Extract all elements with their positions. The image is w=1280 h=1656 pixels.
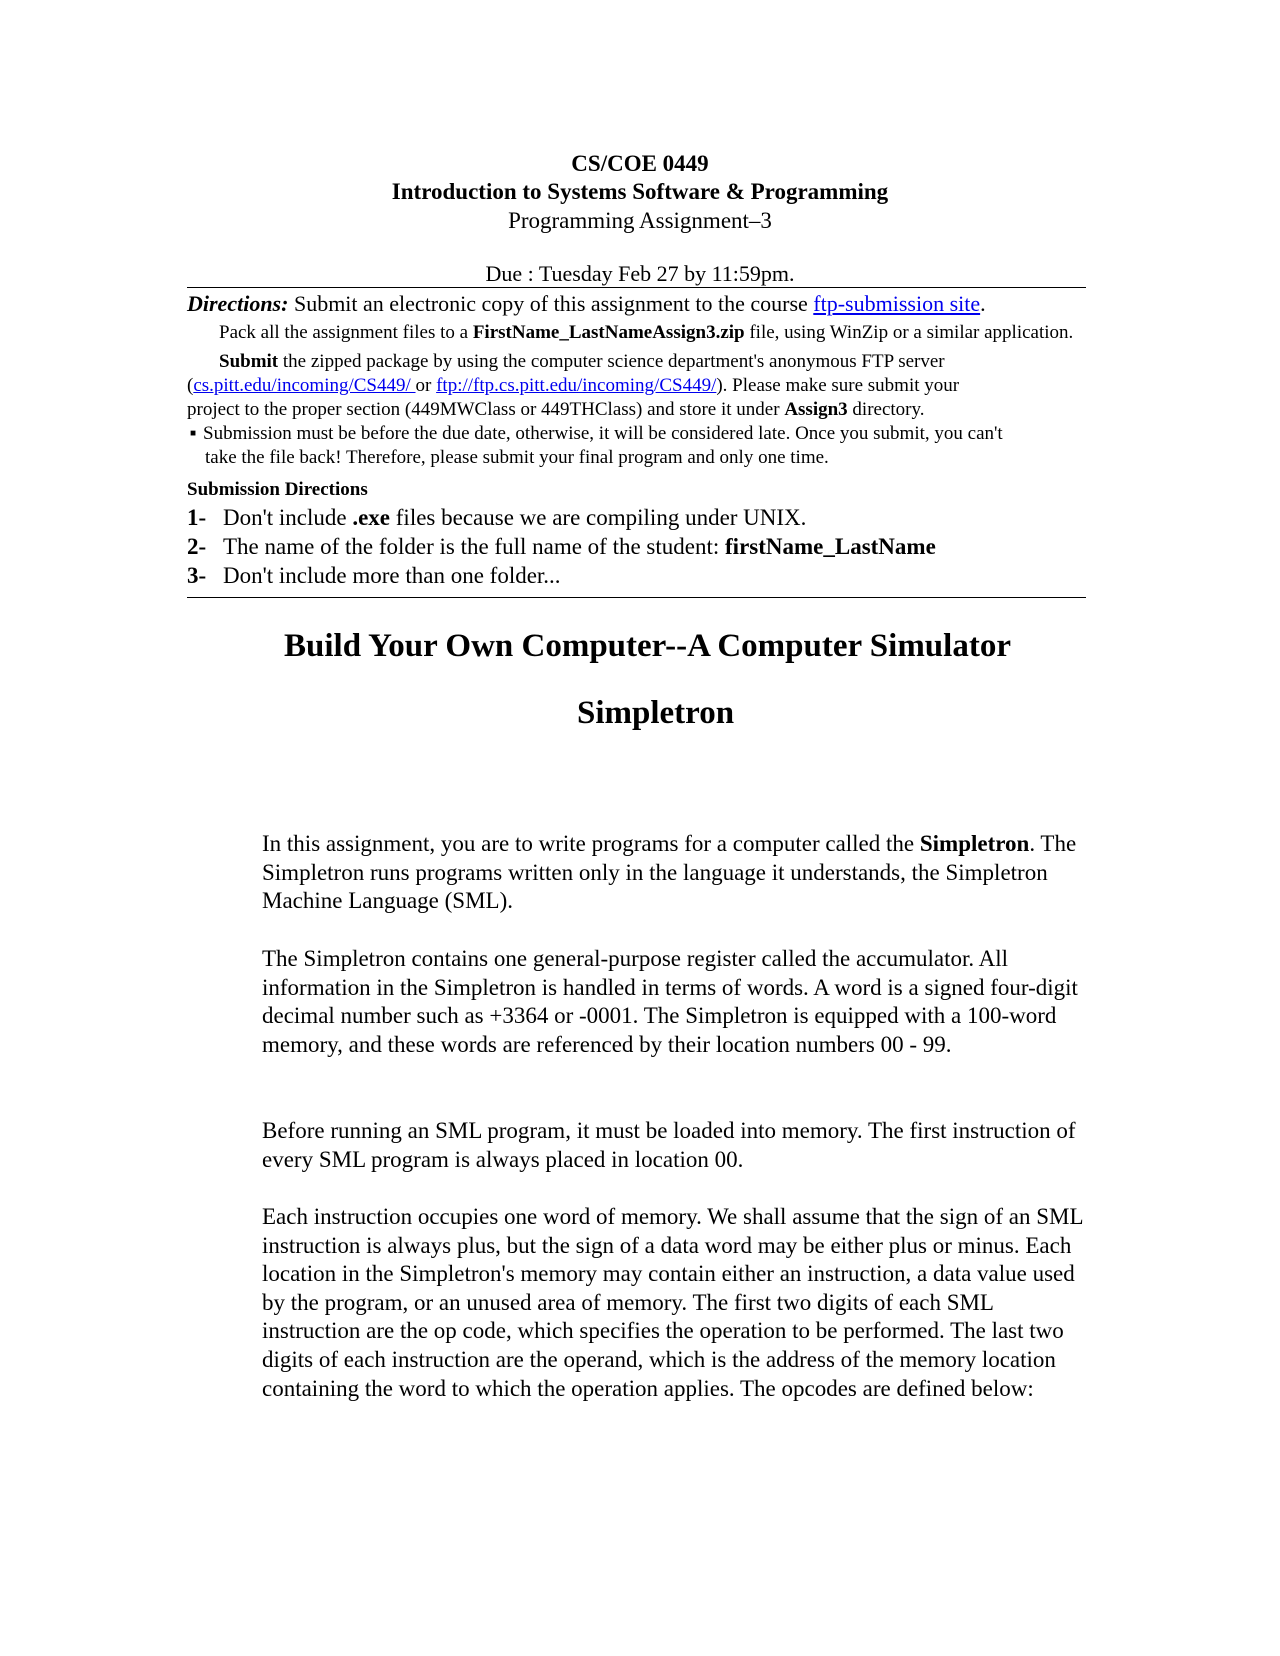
- accumulator-text: The Simpletron contains one general-purpose register called the accumulator. All information in the Simpletron is handled in terms of words. A word is a signed four-digit decimal number such as +3364 or -0001. The Simpletron is equipped with a 100-word memory, and these words are referenced by their location numbers 00 - 99.: [262, 946, 1078, 1057]
- simpletron-bold: Simpletron: [919, 831, 1030, 856]
- pack-text-after: file, using WinZip or a similar application.: [744, 322, 1074, 343]
- course-code: CS/COE 0449: [571, 151, 709, 176]
- submission-heading: Submission Directions: [187, 479, 368, 500]
- ftp-submission-link[interactable]: ftp-submission site: [813, 291, 981, 316]
- project-line: [187, 399, 925, 421]
- assignment-title: Programming Assignment–3: [508, 208, 772, 233]
- paragraph-loading: [262, 1117, 1092, 1174]
- ftp-link[interactable]: ftp://ftp.cs.pitt.edu/incoming/CS449/: [436, 375, 717, 396]
- pack-line: [219, 322, 1073, 344]
- submission-item: [187, 563, 561, 589]
- item-number: 1-: [187, 505, 207, 530]
- intro-text-after: . The Simpletron runs programs written only in the language it understands, the Simpletron Machine Language (SML).: [262, 831, 1077, 914]
- item-number: 3-: [187, 563, 207, 588]
- bullet-line-1: [190, 423, 1003, 445]
- pack-text: Pack all the assignment files to a: [219, 322, 473, 343]
- submission-item: [187, 505, 806, 531]
- or-text: or: [415, 375, 437, 396]
- bullet-line-2: take the file back! Therefore, please submit your final program and only one time.: [205, 447, 829, 468]
- after-link-text: ). Please make sure submit your: [716, 375, 960, 396]
- directions-line: [187, 291, 986, 317]
- item-text-after: files because we are compiling under UNIX.: [390, 505, 807, 530]
- item-bold: firstName_LastName: [725, 534, 936, 559]
- bottom-rule: [187, 597, 1086, 598]
- assign-dir: Assign3: [784, 399, 848, 420]
- main-title: Build Your Own Computer--A Computer Simulator: [284, 628, 1011, 664]
- submit-text: the zipped package by using the computer science department's anonymous FTP server: [278, 351, 945, 372]
- item-number: 2-: [187, 534, 207, 559]
- loading-text: Before running an SML program, it must be loaded into memory. The first instruction of every SML program is always placed in location 00.: [262, 1118, 1076, 1172]
- project-text: project to the proper section (449MWClass or 449THClass) and store it under: [187, 399, 785, 420]
- paragraph-accumulator: [262, 945, 1092, 1059]
- intro-text: In this assignment, you are to write programs for a computer called the: [262, 831, 920, 856]
- submit-line: [219, 351, 945, 373]
- bullet-text-1: Submission must be before the due date, otherwise, it will be considered late. Once you submit, you can't: [203, 423, 1003, 444]
- item-text: Don't include: [223, 505, 353, 530]
- directions-period: .: [980, 291, 986, 316]
- item-text: Don't include more than one folder...: [223, 563, 561, 588]
- sub-title: Simpletron: [577, 695, 735, 731]
- square-bullet-icon: ■: [190, 428, 197, 439]
- item-text: The name of the folder is the full name of the student:: [223, 534, 726, 559]
- due-date: Due : Tuesday Feb 27 by 11:59pm.: [485, 261, 795, 286]
- instructions-text: Each instruction occupies one word of memory. We shall assume that the sign of an SML instruction is always plus, but the sign of a data word may be either plus or minus. Each location in the Simpletron's memory may contain either an instruction, a data value used by the program, or an unused area of memory. The first two digits of each SML instruction are the op code, which specifies the operation to be performed. The last two digits of each instruction are the operand, which is the address of the memory location containing the word to which the operation applies. The opcodes are defined below:: [262, 1204, 1083, 1401]
- ftp-links-line: [187, 375, 959, 397]
- directions-text: Submit an electronic copy of this assignment to the course: [288, 291, 814, 316]
- submission-item: [187, 534, 936, 560]
- directions-label: Directions:: [187, 291, 289, 316]
- zip-filename: FirstName_LastNameAssign3.zip: [472, 322, 745, 343]
- paren-open: (: [187, 375, 194, 396]
- cs-pitt-link[interactable]: cs.pitt.edu/incoming/CS449/: [193, 375, 416, 396]
- submit-bold: Submit: [219, 351, 279, 372]
- dir-text: directory.: [847, 399, 925, 420]
- paragraph-intro: [262, 830, 1092, 916]
- course-title: Introduction to Systems Software & Programming: [391, 179, 889, 204]
- paragraph-instructions: [262, 1203, 1092, 1403]
- top-rule: [187, 287, 1086, 288]
- item-bold: .exe: [352, 505, 391, 530]
